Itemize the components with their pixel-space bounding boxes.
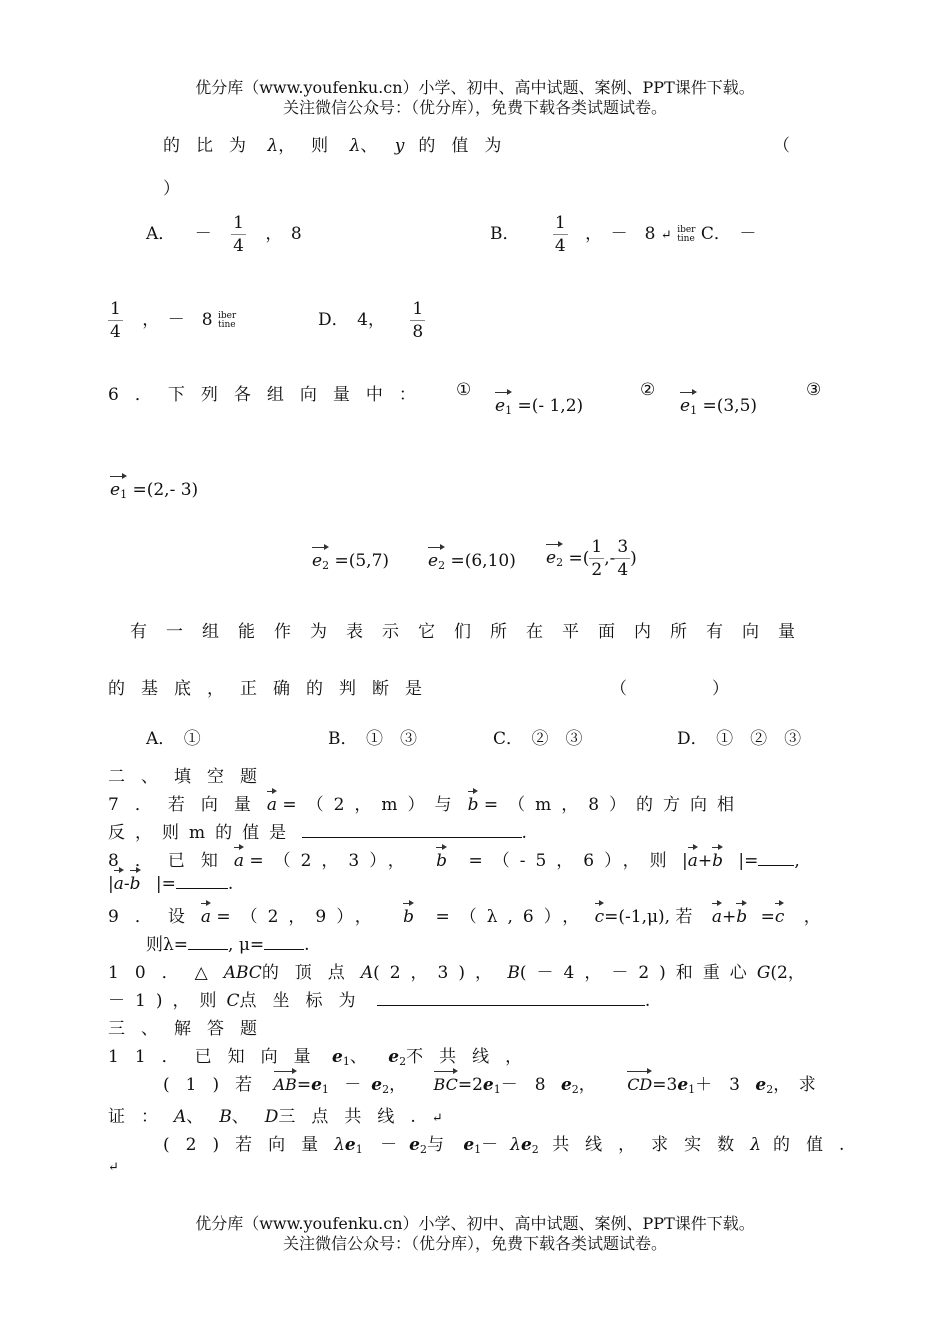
q5-paren-close: ）: [163, 179, 180, 199]
answer-blank[interactable]: [188, 935, 228, 950]
q6-paren: （ ）: [610, 679, 729, 699]
q6-e2-a: $e_2 =(5,7)$: [312, 551, 390, 572]
q8-line-2: |a-b |= .: [108, 874, 234, 894]
header-line-2: 关注微信公众号：（优分库），免费下载各类试题试卷。: [282, 98, 667, 117]
q6-circle-1: ①: [456, 380, 472, 400]
q6-line-3: 的基底，正确的判断是: [108, 679, 438, 699]
q6-circle-2: ②: [640, 380, 656, 400]
q5-option-d-fraction: $\frac{1}{8}$: [412, 299, 424, 342]
footer-line-1: 优分库（www.youfenku.cn）小学、初中、高中试题、案例、PPT课件下载。: [195, 1214, 755, 1233]
header-line-1: 优分库（www.youfenku.cn）小学、初中、高中试题、案例、PPT课件下载。: [195, 78, 755, 97]
return-mark-icon: ↵: [108, 1160, 119, 1175]
q10-line-1: 10．△ABC的顶点A(2，3)， B(－4，－2)和重心G(2，: [108, 963, 805, 983]
answer-blank[interactable]: [264, 935, 304, 950]
q6-e2-c: $e_2$ =( $\frac{1}{2}$ ,- $\frac{3}{4}$ ): [546, 537, 637, 580]
q6-e1-c: $e_1 =(2,-$ 3): [110, 480, 199, 501]
q7-line-2: 反，则m的值是 .: [108, 823, 527, 843]
answer-blank[interactable]: [377, 991, 645, 1006]
q8-line-1: 8．已知a =（2，3）， b =（-5，6），则 |a+b |= ,: [108, 851, 800, 871]
q6-line-2: 有一组能作为表示它们所在平面内所有向量: [130, 622, 814, 642]
q5-option-b: B． $\frac{1}{4}$ ， － 8 ↵ iber tine C． －: [490, 213, 757, 256]
answer-blank[interactable]: [302, 823, 522, 838]
return-mark-icon: ↵: [660, 228, 672, 243]
q5-paren-open: （: [773, 136, 790, 156]
garbled-mark: iber tine: [677, 224, 696, 244]
q5-option-a-fraction: $\frac{1}{4}$: [233, 213, 244, 256]
q6-option-c: C． ② ③: [493, 729, 583, 749]
q6-option-b: B． ① ③: [328, 729, 417, 749]
q11-line-3: 证：A、B、D三点共线.↵: [108, 1107, 443, 1127]
q7-line-1: 7．若向量a =（2，m）与 b =（m，8）的方向相: [108, 795, 745, 815]
q5-option-d: D． 4， $\frac{1}{8}$: [318, 299, 424, 342]
section-2-title: 二、填空题: [108, 767, 273, 787]
q5-option-c-fraction: $\frac{1}{4}$: [110, 299, 121, 342]
q11-part-2: (2)若向量$\lambda e_1 - e_2$与 $e_1- \lambda e_2$ 共线，求实数λ 的值.: [163, 1135, 861, 1156]
answer-blank[interactable]: [176, 874, 228, 889]
q5-option-b-fraction: $\frac{1}{4}$: [554, 213, 566, 256]
q5-stem: 的比为 λ，则 λ、 y 的值为: [163, 136, 518, 156]
q6-circle-3: ③: [806, 380, 822, 400]
return-mark-icon: ↵: [431, 1111, 443, 1126]
q6-option-d: D． ① ② ③: [677, 729, 802, 749]
section-3-title: 三、解答题: [108, 1019, 273, 1039]
q6-e1-b: $e_1 =(3,5)$: [680, 396, 758, 417]
q9-line-1: 9．设a =（2，9）， b =（λ,6）， c=(-1,μ), 若 a+b =c ，: [108, 907, 821, 927]
q6-option-a: A． ①: [146, 729, 201, 749]
q5-option-a: A． － $\frac{1}{4}$ ， 8: [146, 213, 302, 256]
q6-e1-a: $e_1$ =(- 1,2): [495, 396, 584, 417]
q11-part-1: (1)若 $AB=e_1 - e_2$， $BC=2e_1-$ 8 $e_2$， $CD=3e_1+$ 3 $e_2$， 求: [163, 1075, 816, 1096]
q10-line-2: －1)，则C点坐标为 .: [108, 991, 651, 1011]
q5-option-c-cont: $\frac{1}{4}$ ， － 8 iber tine: [110, 299, 237, 342]
q9-line-2: 则λ= , μ= .: [146, 935, 310, 955]
garbled-mark: iber tine: [217, 310, 237, 330]
q11-line-1: 11．已知向量 $e_1$、 $e_2$不共线，: [108, 1047, 539, 1068]
q6-e2-b: $e_2 =(6,10)$: [428, 551, 516, 572]
q6-stem: 6．下列各组向量中：: [108, 385, 432, 405]
answer-blank[interactable]: [758, 851, 794, 866]
footer-line-2: 关注微信公众号：（优分库），免费下载各类试题试卷。: [282, 1234, 667, 1253]
